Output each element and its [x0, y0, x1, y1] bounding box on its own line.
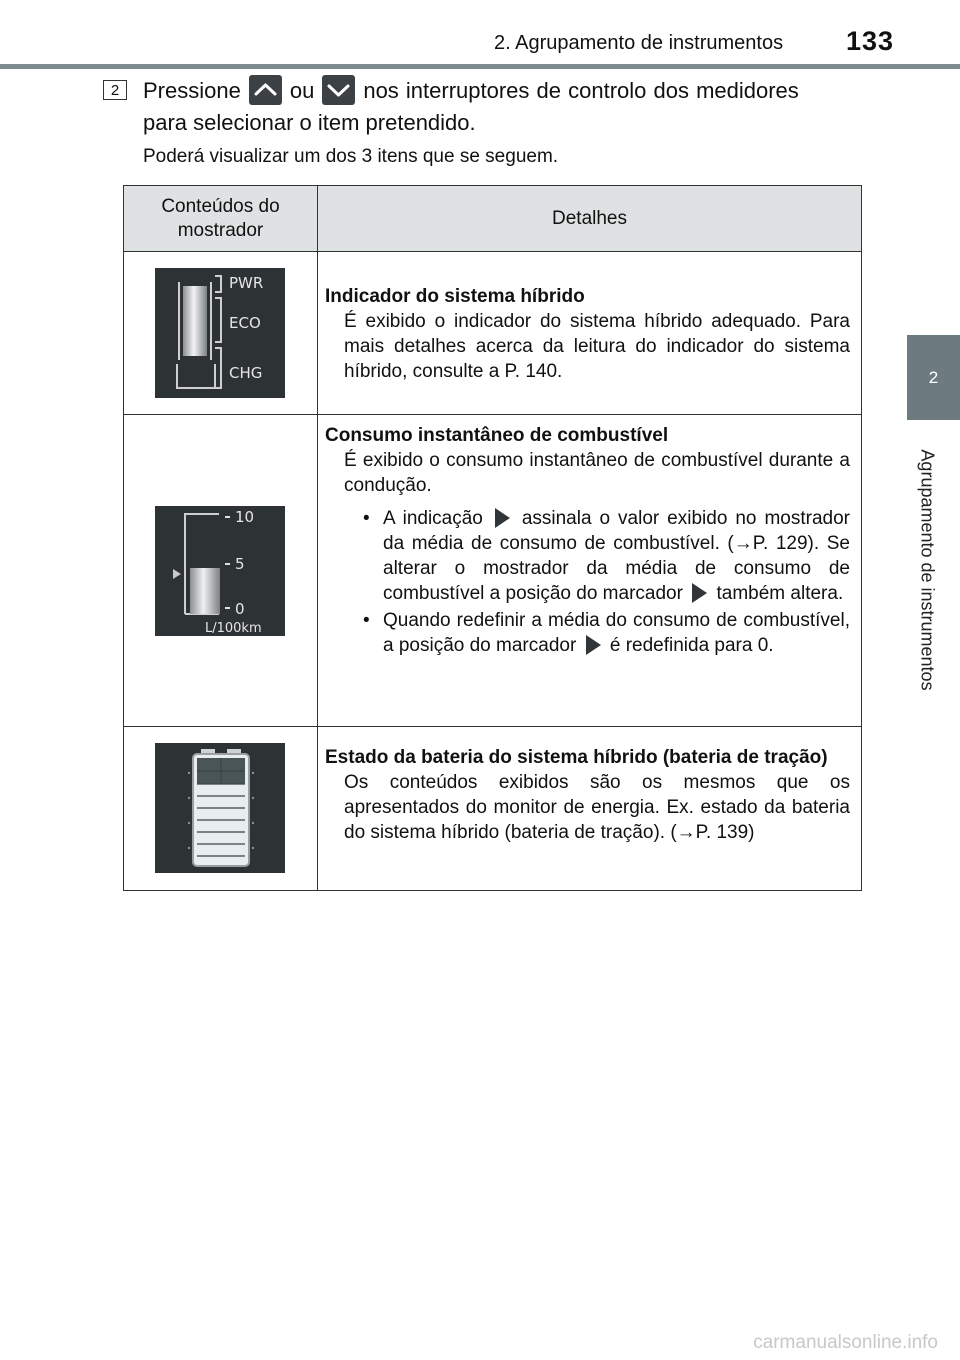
- gauge-label-chg: CHG: [229, 364, 263, 382]
- table-row: [124, 415, 861, 727]
- step-instruction-line1: [143, 75, 799, 107]
- bullet1-text-b: assinala o valor exibido no mostrador da média de consumo de combustível. (→P. 129). Se alterar o mostrador da média de consumo de combustível a posição do marcador: [383, 508, 850, 604]
- bullet2-text-b: é redefinida para 0.: [609, 635, 774, 656]
- col-header-contents: Conteúdos do mostrador: [161, 195, 280, 241]
- fuel-consumption-gauge-image: [155, 506, 285, 636]
- row3-title: Estado da bateria do sistema híbrido (bateria de tração): [325, 747, 828, 768]
- col-header-details: Detalhes: [552, 207, 627, 229]
- row3-text: Os conteúdos exibidos são os mesmos que os apresentados do monitor de energia. Ex. estado da bateria do sistema híbrido (bateria de tração). (→P. 139): [344, 772, 850, 843]
- marker-icon: [692, 583, 707, 603]
- gauge-label-eco: ECO: [229, 314, 261, 332]
- bullet-1: • A indicação assinala o valor exibido no mostrador da média de consumo de combustível. (→P. 129). Se alterar o mostrador da média de consumo de combustível a posição do marcador também altera.: [363, 508, 850, 604]
- step-text-post: nos interruptores de controlo dos medidores: [363, 78, 799, 103]
- chevron-up-icon: [249, 75, 282, 105]
- bullet2-text-a: Quando redefinir a média do consumo de combustível, a posição do marcador: [383, 610, 850, 656]
- row2-text: É exibido o consumo instantâneo de combustível durante a condução.: [344, 450, 850, 496]
- step-subtext: Poderá visualizar um dos 3 itens que se seguem.: [143, 146, 559, 167]
- side-tab-label: [912, 430, 942, 710]
- battery-gauge-image: [155, 743, 285, 873]
- row1-title: Indicador do sistema híbrido: [325, 286, 585, 307]
- watermark: carmanualsonline.info: [753, 1332, 938, 1353]
- table-header-row: [124, 186, 861, 252]
- scale-label-10: 10: [235, 508, 255, 526]
- step-instruction-line2: para selecionar o item pretendido.: [143, 110, 476, 135]
- page-number: 133: [846, 26, 895, 56]
- row1-text: É exibido o indicador do sistema híbrido adequado. Para mais detalhes acerca da leitura do indicador do sistema híbrido, consulte a P. 140.: [344, 311, 850, 382]
- display-contents-table: [123, 185, 862, 891]
- row1-details: [325, 284, 850, 384]
- side-tab-label-text: Agrupamento de instrumentos: [917, 449, 938, 691]
- table-row: [124, 727, 861, 890]
- step-text-mid: ou: [289, 78, 315, 103]
- row2-title: Consumo instantâneo de combustível: [325, 425, 669, 446]
- bullet1-text-a: A indicação: [383, 508, 483, 529]
- step-text-pre: Pressione: [143, 78, 241, 103]
- scale-label-5: 5: [235, 555, 245, 573]
- step-number: 2: [103, 80, 127, 100]
- scale-label-0: 0: [235, 600, 245, 618]
- marker-icon: [495, 508, 510, 528]
- gauge-label-pwr: PWR: [229, 274, 264, 292]
- header-rule: [0, 64, 960, 69]
- chevron-down-icon: [322, 75, 355, 105]
- column-divider: [317, 186, 318, 890]
- side-tab-number: 2: [907, 335, 960, 420]
- row3-details: [325, 745, 850, 845]
- marker-icon: [586, 635, 601, 655]
- hybrid-indicator-gauge-image: [155, 268, 285, 398]
- table-row: [124, 252, 861, 415]
- bullet-2: • Quando redefinir a média do consumo de combustível, a posição do marcador é redefinida para 0.: [363, 610, 850, 656]
- section-title: 2. Agrupamento de instrumentos: [494, 32, 784, 54]
- row2-details: [325, 423, 850, 658]
- bullet1-text-c: também altera.: [716, 583, 844, 604]
- unit-label: L/100km: [205, 621, 262, 636]
